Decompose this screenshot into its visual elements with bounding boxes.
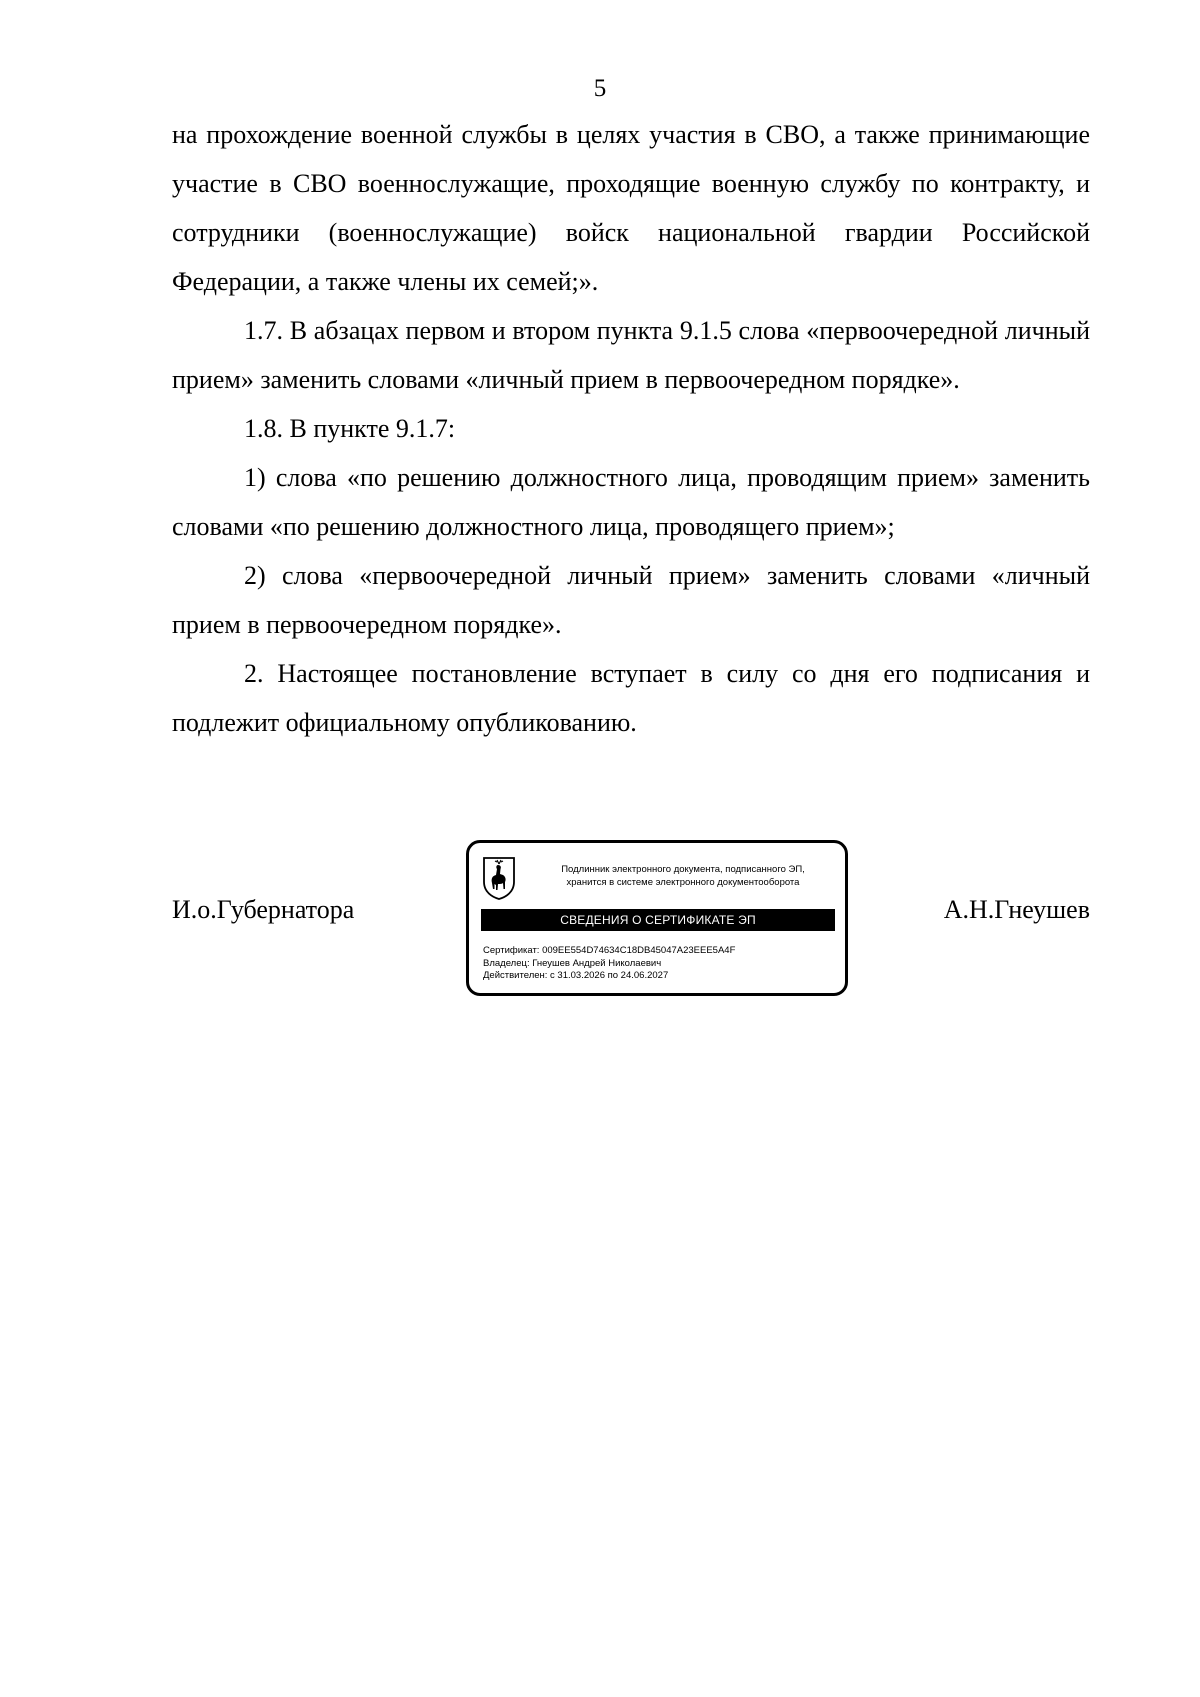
- stamp-header-line-2: хранится в системе электронного документооборота: [566, 877, 800, 888]
- paragraph-1-8-item-2: 2) слова «первоочередной личный прием» заменить словами «личный прием в первоочередном порядке».: [172, 561, 1090, 639]
- stamp-certificate-owner: Владелец: Гнеушев Андрей Николаевич: [483, 957, 662, 969]
- paragraph-1-8-item-1: 1) слова «по решению должностного лица, проводящим прием» заменить словами «по решению должностного лица, проводящего прием»;: [172, 463, 1090, 541]
- electronic-signature-stamp: [466, 840, 848, 996]
- page-number: 5: [593, 75, 607, 102]
- stamp-title-bar: СВЕДЕНИЯ О СЕРТИФИКАТЕ ЭП: [481, 909, 835, 931]
- stamp-certificate-number: Сертификат: 009EE554D74634C18DB45047A23EEE5A4F: [483, 945, 736, 956]
- stamp-header-line-1: Подлинник электронного документа, подписанного ЭП,: [561, 864, 805, 875]
- signer-name: А.Н.Гнеушев: [943, 895, 1090, 924]
- stamp-certificate-validity: Действителен: с 31.03.2026 по 24.06.2027: [483, 970, 669, 981]
- paragraph-continuation: на прохождение военной службы в целях участия в СВО, а также принимающие участие в СВО военнослужащие, проходящие военную службу по контракту, и сотрудники (военнослужащие) войск национальной гвардии Российской Федерации, а также члены их семей;».: [172, 120, 1090, 296]
- deer-coat-of-arms-icon: [481, 855, 517, 901]
- paragraph-2: 2. Настоящее постановление вступает в силу со дня его подписания и подлежит официальному опубликованию.: [172, 659, 1090, 737]
- stamp-header: [527, 863, 839, 889]
- signer-role: И.о.Губернатора: [172, 895, 355, 924]
- stamp-certificate-details: [483, 945, 735, 983]
- paragraph-1-8: 1.8. В пункте 9.1.7:: [244, 414, 456, 443]
- document-body: [172, 110, 1090, 747]
- paragraph-1-7: 1.7. В абзацах первом и втором пункта 9.1.5 слова «первоочередной личный прием» заменить словами «личный прием в первоочередном порядке».: [172, 316, 1090, 394]
